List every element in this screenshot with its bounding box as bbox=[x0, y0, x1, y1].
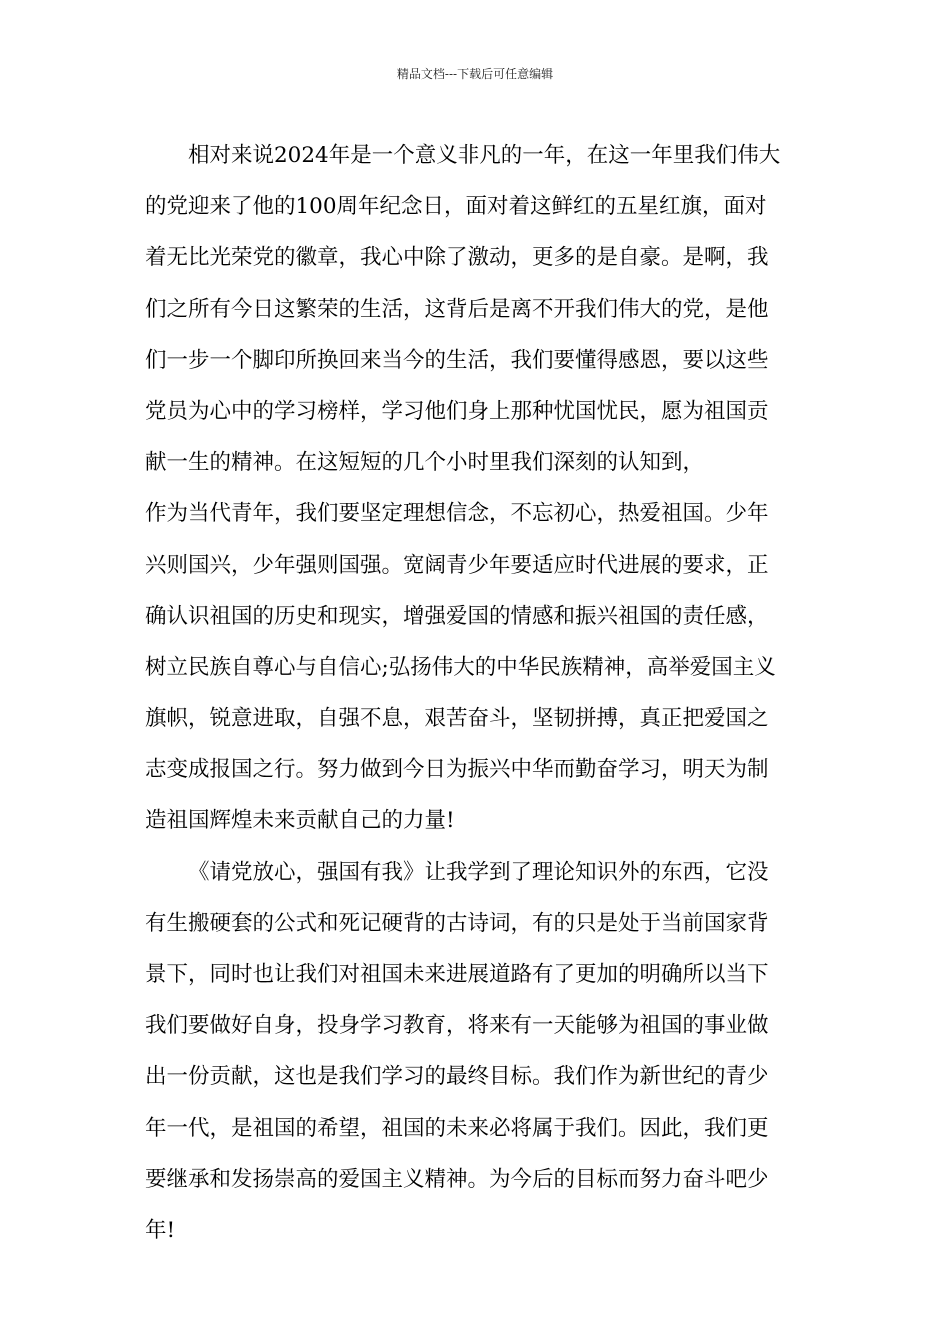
paragraph-3 bbox=[145, 847, 825, 1257]
text-line: 的党迎来了他的100周年纪念日，面对着这鲜红的五星红旗，面对 bbox=[145, 194, 767, 220]
text-line: 有生搬硬套的公式和死记硬背的古诗词，有的只是处于当前国家背 bbox=[145, 910, 769, 936]
document-body bbox=[145, 130, 825, 1256]
text-line: 《请党放心，强国有我》让我学到了理论知识外的东西，它没 bbox=[188, 859, 769, 885]
text-line: 我们要做好自身，投身学习教育，将来有一天能够为祖国的事业做 bbox=[145, 1013, 769, 1039]
text-line: 要继承和发扬崇高的爱国主义精神。为今后的目标而努力奋斗吧少 bbox=[145, 1166, 769, 1192]
text-line: 党员为心中的学习榜样，学习他们身上那种忧国忧民，愿为祖国贡 bbox=[145, 398, 769, 424]
text-line: 年! bbox=[145, 1217, 176, 1243]
text-line: 们一步一个脚印所换回来当今的生活，我们要懂得感恩，要以这些 bbox=[145, 347, 769, 373]
paragraph-2 bbox=[145, 488, 825, 846]
text-line: 献一生的精神。在这短短的几个小时里我们深刻的认知到， bbox=[145, 450, 705, 476]
text-line: 志变成报国之行。努力做到今日为振兴中华而勤奋学习，明天为制 bbox=[145, 757, 769, 783]
text-line: 造祖国辉煌未来贡献自己的力量! bbox=[145, 808, 455, 834]
text-line: 年一代，是祖国的希望，祖国的未来必将属于我们。因此，我们更 bbox=[145, 1115, 769, 1141]
text-line: 们之所有今日这繁荣的生活，这背后是离不开我们伟大的党，是他 bbox=[145, 296, 769, 322]
page-header: 精品文档---下载后可任意编辑 bbox=[396, 67, 554, 81]
text-line: 相对来说2024年是一个意义非凡的一年，在这一年里我们伟大 bbox=[188, 143, 781, 168]
text-line: 出一份贡献，这也是我们学习的最终目标。我们作为新世纪的青少 bbox=[145, 1064, 769, 1090]
text-line: 确认识祖国的历史和现实，增强爱国的情感和振兴祖国的责任感， bbox=[145, 603, 769, 629]
text-line: 着无比光荣党的徽章，我心中除了激动，更多的是自豪。是啊，我 bbox=[145, 245, 769, 271]
text-line: 兴则国兴，少年强则国强。宽阔青少年要适应时代进展的要求，正 bbox=[145, 552, 769, 578]
text-line: 作为当代青年，我们要坚定理想信念，不忘初心，热爱祖国。少年 bbox=[145, 501, 769, 527]
text-line: 景下，同时也让我们对祖国未来进展道路有了更加的明确所以当下 bbox=[145, 962, 769, 987]
text-line: 旗帜，锐意进取，自强不息，艰苦奋斗，坚韧拼搏，真正把爱国之 bbox=[145, 706, 769, 732]
text-line: 树立民族自尊心与自信心;弘扬伟大的中华民族精神，高举爱国主义 bbox=[145, 654, 776, 680]
paragraph-1 bbox=[145, 130, 825, 488]
